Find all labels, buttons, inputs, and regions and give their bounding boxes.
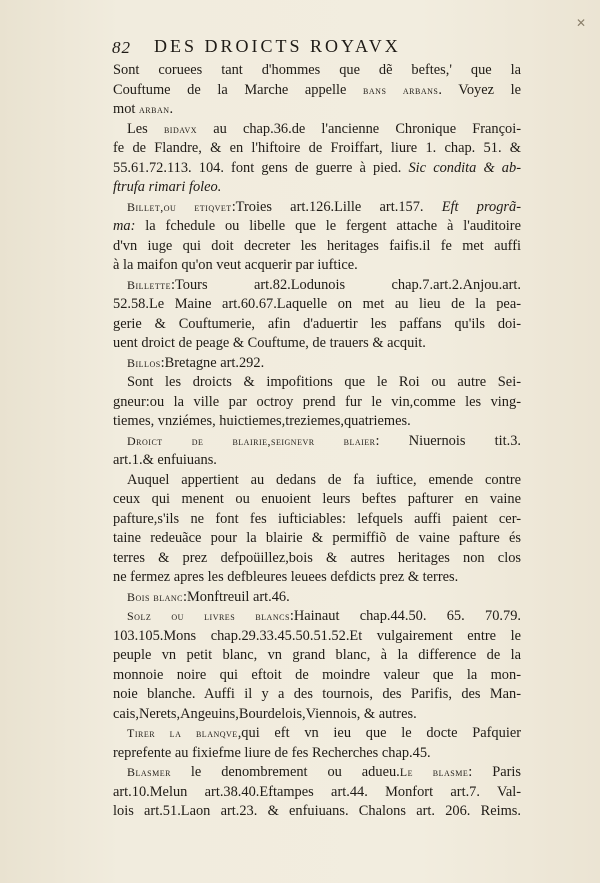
text-line [113,100,521,120]
text-line [113,763,521,783]
text-line [113,744,521,764]
text-line [113,217,521,237]
rubric-term: Billet,ou etiqvet [127,199,232,214]
rubric-term: Solz ou livres blancs [127,609,290,623]
rubric-term: arban [139,102,170,116]
text-line [113,393,521,413]
text-segment: au chap.36.de l'ancienne Chronique Françoi- [197,120,521,137]
text-line [113,783,521,803]
text-line [113,315,521,335]
text-line [113,666,521,686]
text-segment: ne fermez apres les defbleures leuees defdicts prez & terres. [113,569,459,585]
text-segment: uent droict de peage & Couftume, de trauers & acquit. [113,335,426,351]
text-line [113,802,521,822]
text-line [113,549,521,569]
text-segment: ,qui eft vn ieu que le docte Pafquier [237,725,521,741]
text-segment: Sont coruees tant d'hommes que dẽ beftes,' que la [113,62,521,78]
text-line [113,276,521,296]
text-line [113,705,521,725]
text-line [113,334,521,354]
rubric-term: Le blasme [399,765,469,779]
page-header [112,36,512,60]
text-segment: :Tours art.82.Lodunois chap.7.art.2.Anjou.art. [171,276,521,293]
text-line [113,568,521,588]
text-line [113,588,521,608]
text-segment: gerie & Couftumerie, afin d'aduertir les paffans qu'ils doi- [113,315,521,332]
text-segment: art.10.Melun art.38.40.Eftampes art.44. Monfort art.7. Val- [113,783,521,800]
text-line [113,510,521,530]
text-segment: fe de Flandre, & en l'hiftoire de Froiffart, liure 1. chap. 51. & [113,140,521,156]
rubric-term: Billos [127,355,161,370]
text-line [113,295,521,315]
text-segment: pafture,s'ils ne font fes iufticiables: lefquels auffi paient cer- [113,510,521,527]
text-segment: peuple vn petit blanc, vn grand blanc, à la difference de la [113,647,521,663]
text-line [113,198,521,218]
corner-mark-icon: ✕ [575,16,586,30]
text-segment: gneur:ou la ville par octroy prend fur le vin,comme les ving- [113,393,521,410]
text-segment: à la maifon qu'on veut acquerir par iuftice. [113,257,358,273]
text-segment: Les [127,120,164,137]
text-line [113,139,521,159]
text-line [113,529,521,549]
text-line [113,724,521,744]
text-segment: noie blanche. Auffi il y a des tournois, des Parifis, des Man- [113,686,521,702]
text-line [113,412,521,432]
text-segment: art.1.& enfuiuans. [113,452,217,468]
rubric-term: bidavx [163,121,198,136]
text-line [113,256,521,276]
italic-phrase: ftrufa rimari foleo. [113,179,222,195]
rubric-term: Blasmer [127,765,171,779]
body-text [113,61,521,822]
text-segment: d'vn iuge qui doit decreter les heritages faifis.il fe met auffi [113,237,521,254]
text-line [113,646,521,666]
text-segment: taine redeuãce pour la blairie & permiffiõ de vaine pafture és [113,530,521,546]
text-segment: . Voyez le [438,81,521,98]
running-title: DES DROICTS ROYAVX [154,36,401,56]
text-segment: ceux qui menent ou enuoient leurs beftes pafturer en vaine [113,491,521,507]
text-line [113,237,521,257]
text-line [113,685,521,705]
text-line [113,451,521,471]
text-segment: mot [113,101,139,117]
text-line [113,120,521,140]
rubric-term: Billette [127,277,171,292]
text-segment: Auquel appertient au dedans de fa iuftice, emende contre [127,471,521,488]
text-segment: : Paris [468,764,521,780]
italic-phrase: Eft progrã- [441,198,522,215]
text-line [113,61,521,81]
text-segment: Sont les droicts & impofitions que le Roi ou autre Sei- [127,374,521,390]
text-segment: le denombrement ou adueu. [170,764,400,780]
text-line [113,354,521,374]
text-segment: cais,Nerets,Angeuins,Bourdelois,Viennois, & autres. [113,705,417,722]
text-line [113,471,521,491]
text-line [113,159,521,179]
text-segment: monnoie noire qui eftoit de moindre valeur que la mon- [113,666,521,683]
text-segment: 55.61.72.113. 104. font gens de guerre à pied. [113,159,409,176]
text-segment: la fchedule ou libelle que le fergent attache à l'auditoire [135,218,521,234]
text-segment: 52.58.Le Maine art.60.67.Laquelle on met au lieu de la pea- [113,296,521,312]
text-segment: :Bretagne art.292. [160,354,265,371]
text-segment: lois art.51.Laon art.23. & enfuiuans. Chalons art. 206. Reims. [113,803,521,819]
italic-phrase: Sic condita & ab- [408,159,521,176]
text-line [113,607,521,627]
text-line [113,178,521,198]
text-segment: reprefente au fixiefme liure de fes Recherches chap.45. [113,744,431,761]
rubric-term: bans arbans [363,82,439,97]
italic-phrase: ma: [113,218,136,234]
text-segment: tiemes, vnziémes, huictiemes,treziemes,quatriemes. [113,413,411,429]
text-segment: :Monftreuil art.46. [183,588,290,605]
rubric-term: Tirer la blanqve [127,726,238,740]
text-line [113,373,521,393]
text-segment: terres & prez defpoüillez,bois & autres heritages non clos [113,549,521,566]
text-segment: 103.105.Mons chap.29.33.45.50.51.52.Et vulgairement entre le [113,627,521,644]
text-segment: . [169,101,174,117]
text-segment: : Niuernois tit.3. [375,432,521,449]
rubric-term: Droict de blairie,seignevr blaier [127,433,376,448]
text-line [113,490,521,510]
text-line [113,432,521,452]
text-segment: Couftume de la Marche appelle [113,81,364,98]
text-segment: :Troies art.126.Lille art.157. [231,198,442,215]
text-segment: :Hainaut chap.44.50. 65. 70.79. [289,608,521,624]
page-number: 82 [112,38,131,57]
rubric-term: Bois blanc [127,589,184,604]
text-line [113,627,521,647]
text-line [113,81,521,101]
